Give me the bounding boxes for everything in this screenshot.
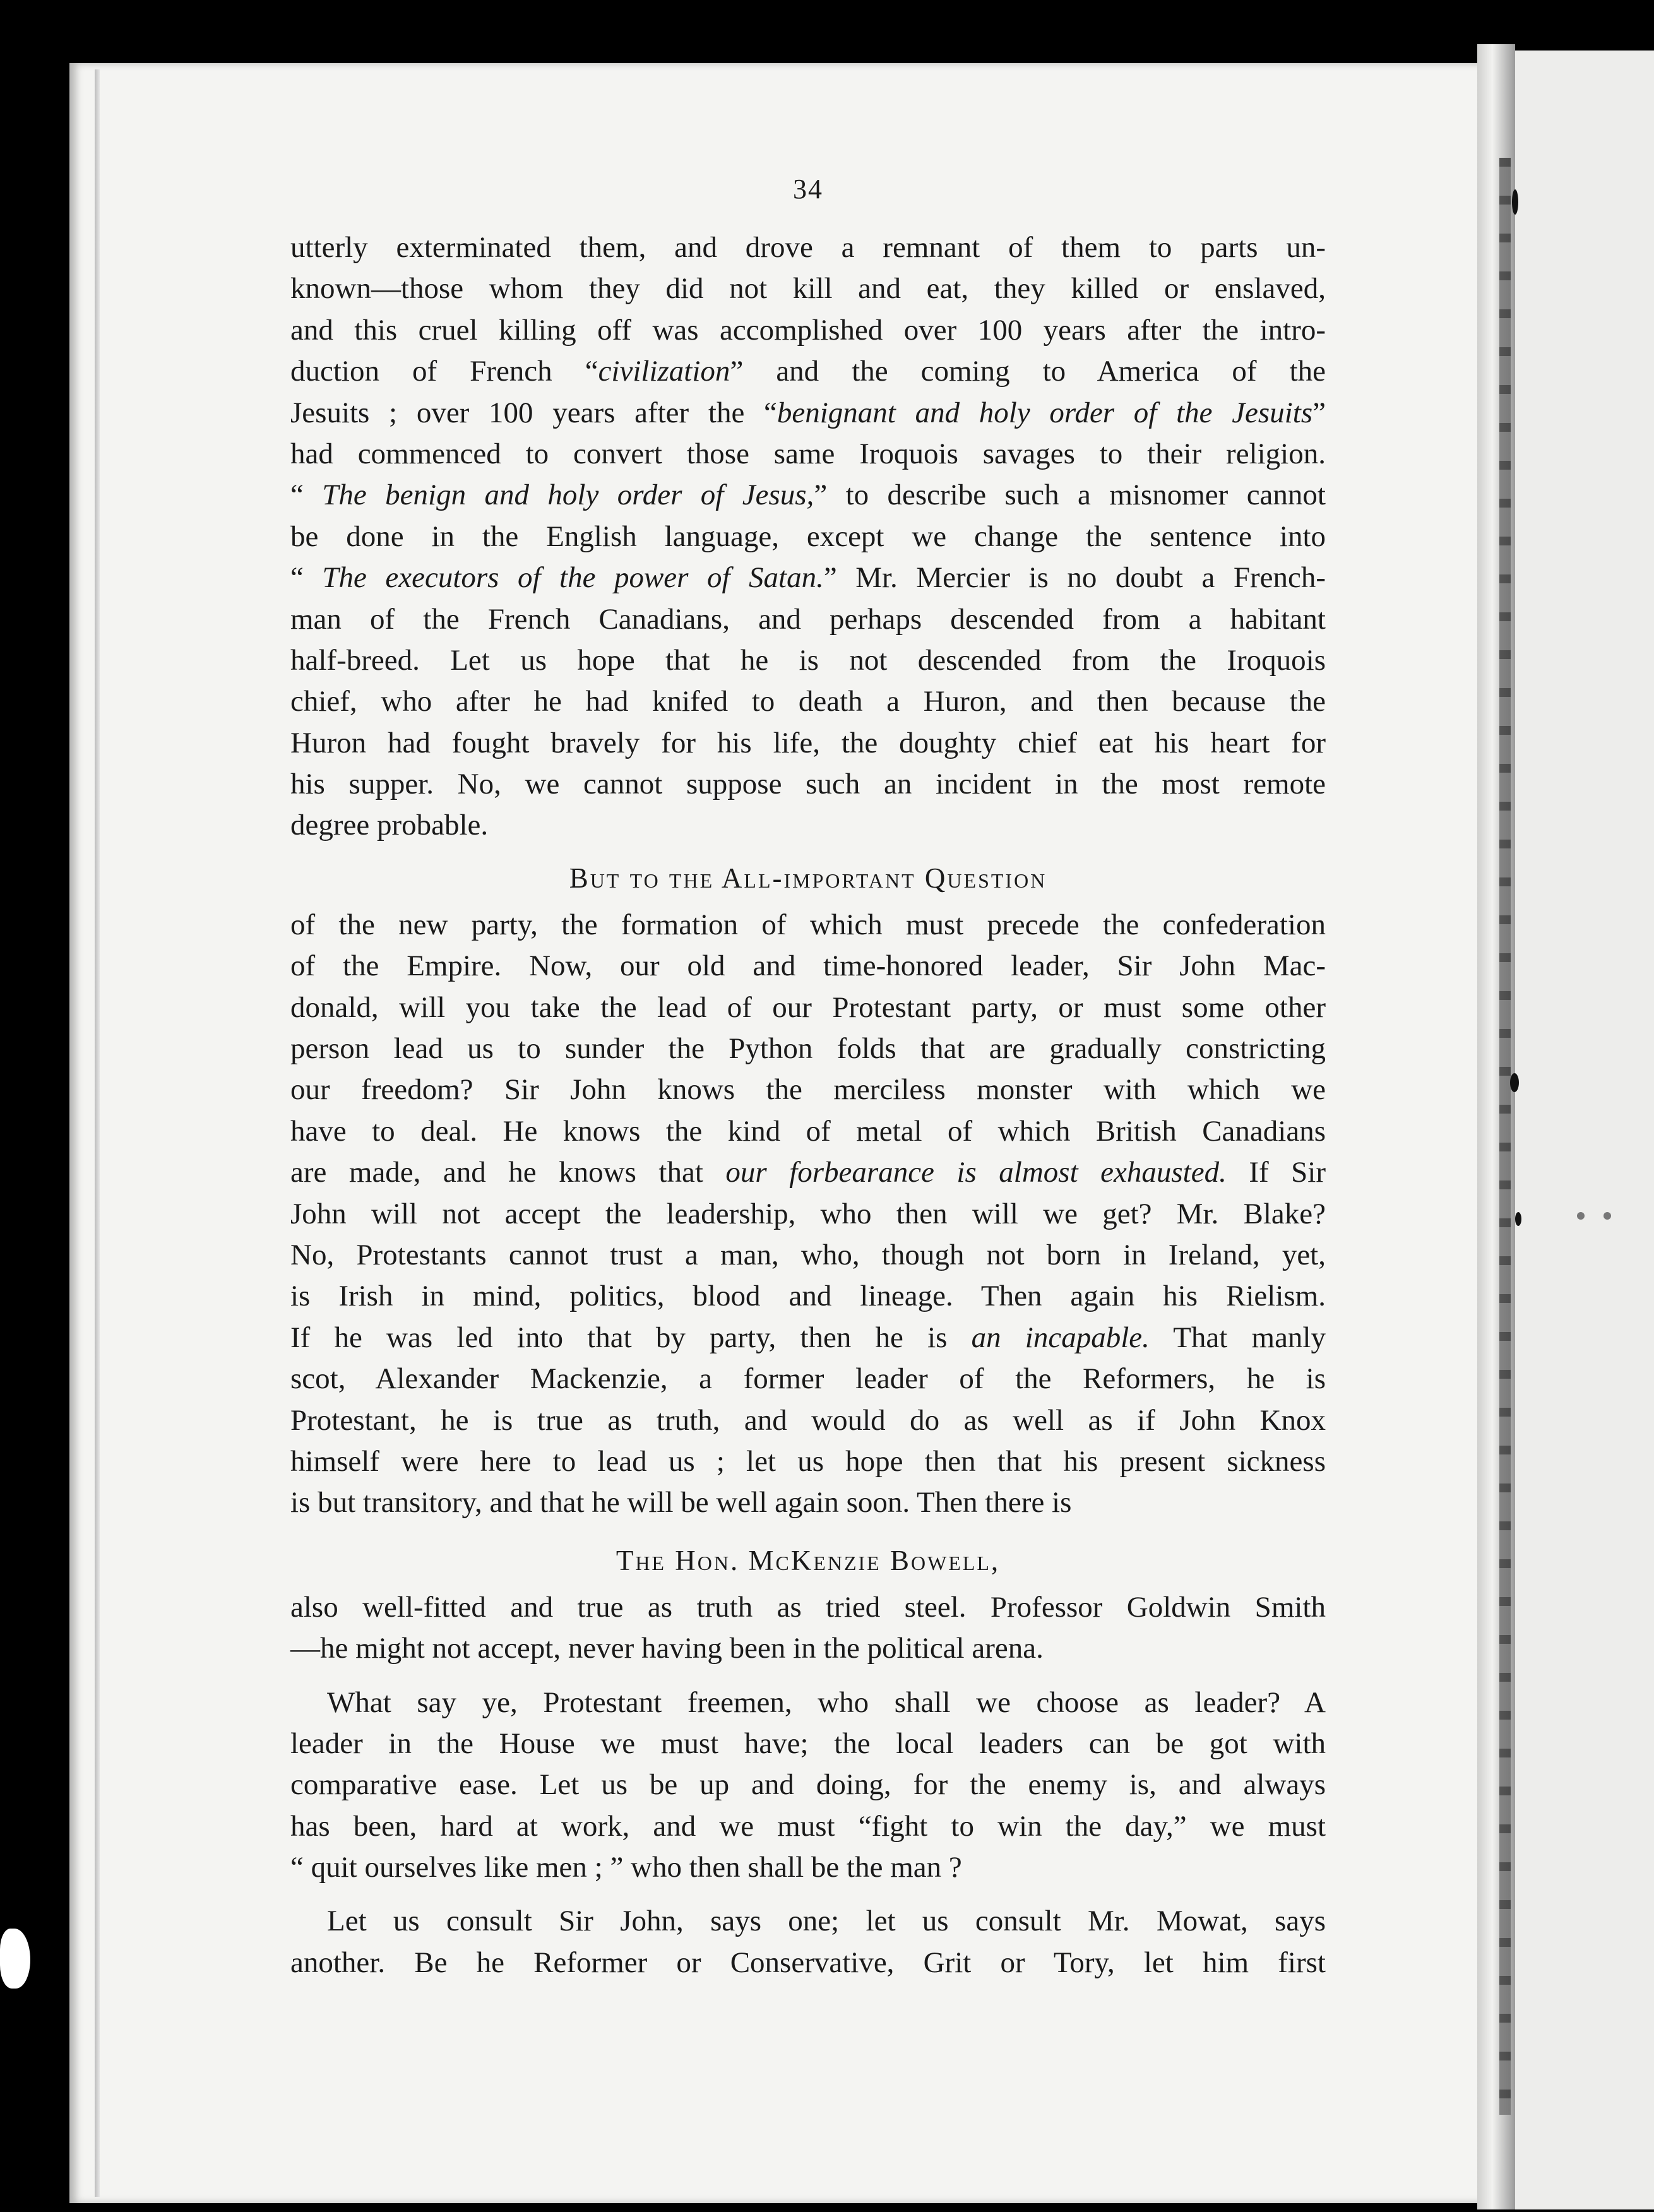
italic-text: The benign and holy order of Jesus, [322,479,814,512]
text-line [290,1359,1326,1400]
text-line [290,516,1326,557]
text-run: Huron had fought bravely for his life, the doughty chief eat his heart for [290,726,1326,759]
text-line [290,1111,1326,1152]
text-run: leader in the House we must have; the local leaders can be got with [290,1727,1326,1760]
text-line [290,1152,1326,1193]
scan-speck [1510,1073,1519,1092]
text-run: have to deal. He knows the kind of metal of which British Canadians [290,1114,1326,1148]
italic-text: an incapable. [971,1321,1150,1354]
text-run: What say ye, Protestant freemen, who shall we choose as leader? A [327,1686,1326,1719]
paragraph-gap [290,1670,1326,1682]
section-heading: But to the All-important Question [569,862,1047,894]
text-run: half-breed. Let us hope that he is not descended from the Iroquois [290,643,1326,677]
text-run: duction of French “ [290,355,598,388]
page-body [290,170,1326,1983]
scan-blemish [0,1929,30,1989]
text-line [290,557,1326,598]
text-line [290,905,1326,946]
text-run: be done in the English language, except we change the sentence into [290,520,1326,553]
paragraph [290,905,1326,1524]
italic-text: benignant and holy order of the Jesuits [776,396,1313,429]
text-run: man of the French Canadians, and perhaps descended from a habitant [290,602,1326,636]
text-run: scot, Alexander Mackenzie, a former leader of the Reformers, he is [290,1362,1326,1396]
text-run: Jesuits ; over 100 years after the “ [290,396,777,429]
text-run: John will not accept the leadership, who then will we get? Mr. Blake? [290,1197,1326,1230]
text-run: another. Be he Reformer or Conservative, Grit or Tory, let him first [290,1946,1326,1979]
text-run: ” Mr. Mercier is no doubt a French- [823,561,1326,595]
binding-edge [1499,158,1511,2115]
text-line [290,1764,1326,1805]
text-run: donald, will you take the lead of our Protestant party, or must some other [290,990,1326,1024]
adjacent-page-edge [1515,51,1654,2209]
scan-speck [1577,1212,1585,1220]
text-line [290,310,1326,351]
text-line [290,1806,1326,1847]
text-run: of the Empire. Now, our old and time-honored leader, Sir John Mac- [290,949,1326,983]
text-run: Let us consult Sir John, says one; let us consult Mr. Mowat, says [327,1905,1326,1938]
text-line [290,268,1326,309]
text-line [290,1628,1326,1669]
text-run: and this cruel killing off was accomplished over 100 years after the intro- [290,313,1326,347]
text-line [290,227,1326,268]
text-run: ” and the coming to America of the [730,355,1326,388]
text-line [290,987,1326,1028]
text-run: comparative ease. Let us be up and doing, for the enemy is, and always [290,1768,1326,1802]
text-line [290,1942,1326,1983]
text-line [290,1847,1326,1888]
text-run: If Sir [1226,1156,1326,1189]
text-line [290,1441,1326,1482]
text-line [290,1723,1326,1764]
text-run: “ [290,561,323,595]
scan-speck [1512,189,1518,215]
section-heading: The Hon. McKenzie Bowell, [616,1544,1001,1576]
text-line [290,1587,1326,1628]
text-line [290,351,1326,392]
text-line [290,723,1326,764]
text-run: ” to describe such a misnomer cannot [814,479,1326,512]
text-run: known—those whom they did not kill and eat, they killed or enslaved, [290,272,1326,306]
text-run: also well-fitted and true as truth as tried steel. Professor Goldwin Smith [290,1590,1326,1624]
text-run: —he might not accept, never having been in the political arena. [290,1632,1044,1665]
text-line [290,681,1326,722]
page-edge-shadow [95,69,100,2197]
text-run: utterly exterminated them, and drove a remnant of them to parts un- [290,231,1326,264]
paragraph [290,227,1326,847]
text-line [290,393,1326,434]
text-run: is but transitory, and that he will be well again soon. Then there is [290,1486,1072,1519]
text-line [290,805,1326,846]
paragraph [290,1901,1326,1983]
text-run: “ [290,479,323,512]
text-line [290,1482,1326,1523]
text-run: has been, hard at work, and we must “fight to win the day,” we must [290,1809,1326,1843]
text-line [290,1235,1326,1276]
italic-text: our forbearance is almost exhausted. [725,1156,1227,1189]
scan-speck [1515,1212,1521,1226]
text-run: are made, and he knows that [290,1156,726,1189]
text-line [290,1276,1326,1317]
text-line [290,1400,1326,1441]
text-line [290,1901,1326,1942]
text-line [290,640,1326,681]
text-run: That manly [1149,1321,1326,1354]
paragraph [290,1587,1326,1670]
text-run: degree probable. [290,809,489,842]
page-number: 34 [793,174,823,205]
scan-speck [1603,1212,1611,1220]
italic-text: The executors of the power of Satan. [322,561,824,595]
paragraph-gap [290,1888,1326,1901]
text-line [290,1069,1326,1110]
text-run: his supper. No, we cannot suppose such an incident in the most remote [290,768,1326,801]
text-line [290,1317,1326,1359]
italic-text: civilization [598,355,730,388]
text-run: is Irish in mind, politics, blood and lineage. Then again his Rielism. [290,1280,1326,1313]
paragraph [290,1682,1326,1889]
text-run: ” [1312,396,1326,429]
text-line [290,434,1326,475]
text-run: If he was led into that by party, then he is [290,1321,972,1354]
text-line [290,1682,1326,1723]
text-run: of the new party, the formation of which must precede the confederation [290,908,1326,941]
text-run: himself were here to lead us ; let us hope then that his present sickness [290,1444,1326,1478]
text-run: No, Protestants cannot trust a man, who, though not born in Ireland, yet, [290,1238,1326,1271]
text-line [290,475,1326,516]
text-line [290,764,1326,805]
text-line [290,599,1326,640]
text-run: Protestant, he is true as truth, and would do as well as if John Knox [290,1403,1326,1437]
text-run: chief, who after he had knifed to death a Huron, and then because the [290,685,1326,718]
text-run: “ quit ourselves like men ; ” who then shall be the man ? [290,1851,962,1884]
text-line [290,1194,1326,1235]
text-line [290,1028,1326,1069]
text-run: person lead us to sunder the Python folds that are gradually constricting [290,1032,1326,1066]
text-run: our freedom? Sir John knows the merciless monster with which we [290,1073,1326,1107]
text-run: had commenced to convert those same Iroquois savages to their religion. [290,437,1326,470]
text-line [290,946,1326,987]
